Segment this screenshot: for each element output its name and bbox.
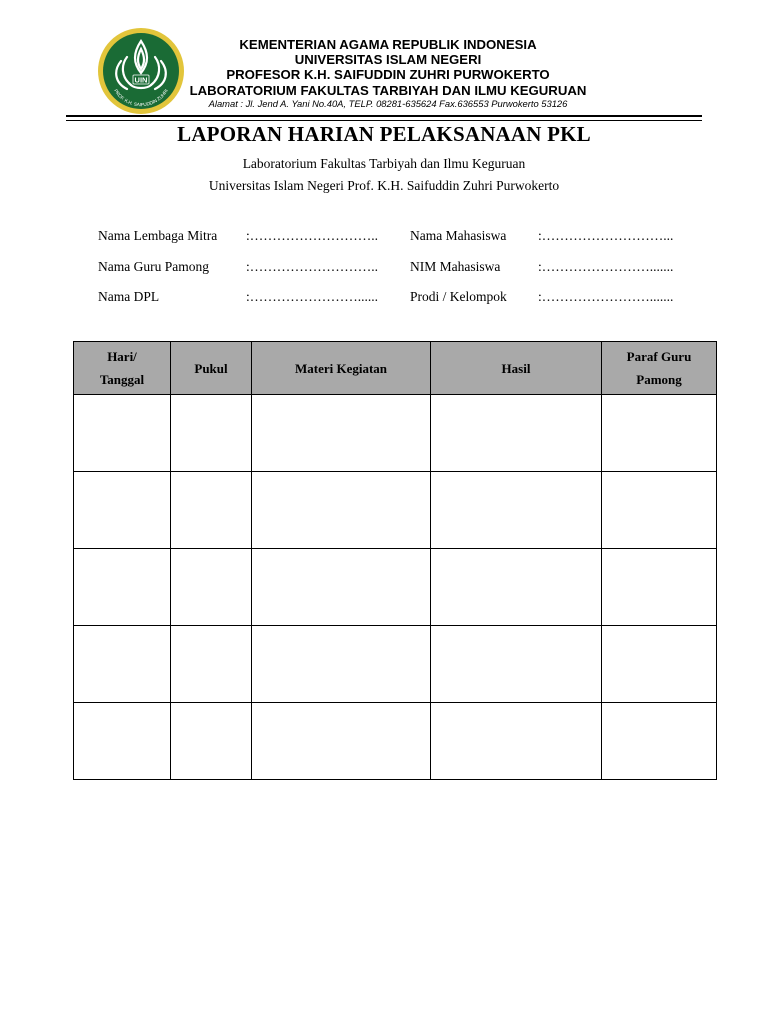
letterhead: [180, 37, 596, 110]
column-header-materi-kegiatan: Materi Kegiatan: [252, 342, 431, 395]
letterhead-address: Alamat : Jl. Jend A. Yani No.40A, TELP. 08281-635624 Fax.636553 Purwokerto 53126: [208, 97, 568, 109]
cell-pukul[interactable]: [171, 703, 252, 780]
letterhead-line-3: PROFESOR K.H. SAIFUDDIN ZUHRI PURWOKERTO: [226, 67, 550, 83]
logo-ring-text: PROF. K.H. SAIFUDDIN ZUHRI: [113, 88, 169, 108]
cell-materi-kegiatan[interactable]: [252, 472, 431, 549]
cell-hari-tanggal[interactable]: [74, 395, 171, 472]
field-label-dpl: Nama DPL: [98, 289, 160, 304]
column-header-paraf-guru-pamong: Paraf Guru Pamong: [602, 342, 717, 395]
cell-pukul[interactable]: [171, 626, 252, 703]
cell-paraf-guru-pamong[interactable]: [602, 395, 717, 472]
cell-materi-kegiatan[interactable]: [252, 626, 431, 703]
cell-hari-tanggal[interactable]: [74, 703, 171, 780]
table-header-row: [74, 342, 717, 395]
letterhead-rule-thin: [66, 120, 702, 121]
cell-hari-tanggal[interactable]: [74, 472, 171, 549]
cell-paraf-guru-pamong[interactable]: [602, 549, 717, 626]
cell-hasil[interactable]: [431, 472, 602, 549]
field-value-guru-pamong[interactable]: :………………………..: [246, 259, 379, 274]
cell-hasil[interactable]: [431, 395, 602, 472]
table-row: [74, 395, 717, 472]
cell-pukul[interactable]: [171, 395, 252, 472]
cell-paraf-guru-pamong[interactable]: [602, 472, 717, 549]
field-label-guru-pamong: Nama Guru Pamong: [98, 259, 209, 274]
column-header-hari-tanggal: Hari/ Tanggal: [74, 342, 171, 395]
table-row: [74, 703, 717, 780]
table-row: [74, 626, 717, 703]
cell-pukul[interactable]: [171, 549, 252, 626]
table-row: [74, 472, 717, 549]
cell-hari-tanggal[interactable]: [74, 626, 171, 703]
document-subtitle-1: Laboratorium Fakultas Tarbiyah dan Ilmu Keguruan: [242, 156, 526, 171]
cell-paraf-guru-pamong[interactable]: [602, 626, 717, 703]
field-label-prodi-kelompok: Prodi / Kelompok: [410, 289, 507, 304]
cell-hasil[interactable]: [431, 626, 602, 703]
table-row: [74, 549, 717, 626]
field-value-nim-mahasiswa[interactable]: :…………………….......: [538, 259, 674, 274]
letterhead-rule-thick: [66, 115, 702, 117]
cell-materi-kegiatan[interactable]: [252, 395, 431, 472]
cell-materi-kegiatan[interactable]: [252, 549, 431, 626]
cell-hasil[interactable]: [431, 703, 602, 780]
cell-hasil[interactable]: [431, 549, 602, 626]
uin-logo: [97, 27, 185, 115]
column-header-hasil: Hasil: [431, 342, 602, 395]
field-value-dpl[interactable]: :……………………......: [246, 289, 379, 304]
cell-pukul[interactable]: [171, 472, 252, 549]
field-label-lembaga-mitra: Nama Lembaga Mitra: [98, 228, 218, 243]
daily-log-table: [73, 341, 717, 780]
letterhead-line-2: UNIVERSITAS ISLAM NEGERI: [294, 52, 482, 68]
letterhead-line-4: LABORATORIUM FAKULTAS TARBIYAH DAN ILMU KEGURUAN: [189, 82, 587, 98]
cell-hari-tanggal[interactable]: [74, 549, 171, 626]
logo-emblem-text: UIN: [134, 75, 148, 85]
field-value-nama-mahasiswa[interactable]: :………………………...: [538, 228, 674, 243]
letterhead-line-1: KEMENTERIAN AGAMA REPUBLIK INDONESIA: [239, 37, 537, 52]
table-body: [74, 395, 717, 780]
column-header-pukul: Pukul: [171, 342, 252, 395]
field-value-lembaga-mitra[interactable]: :………………………..: [246, 228, 379, 243]
logo-field: [103, 33, 179, 109]
field-value-prodi-kelompok[interactable]: :…………………….......: [538, 289, 674, 304]
cell-paraf-guru-pamong[interactable]: [602, 703, 717, 780]
document-subtitle-2: Universitas Islam Negeri Prof. K.H. Saifuddin Zuhri Purwokerto: [208, 178, 560, 193]
document-title: LAPORAN HARIAN PELAKSANAAN PKL: [177, 122, 591, 146]
field-label-nim-mahasiswa: NIM Mahasiswa: [410, 259, 501, 274]
field-label-nama-mahasiswa: Nama Mahasiswa: [410, 228, 507, 243]
cell-materi-kegiatan[interactable]: [252, 703, 431, 780]
